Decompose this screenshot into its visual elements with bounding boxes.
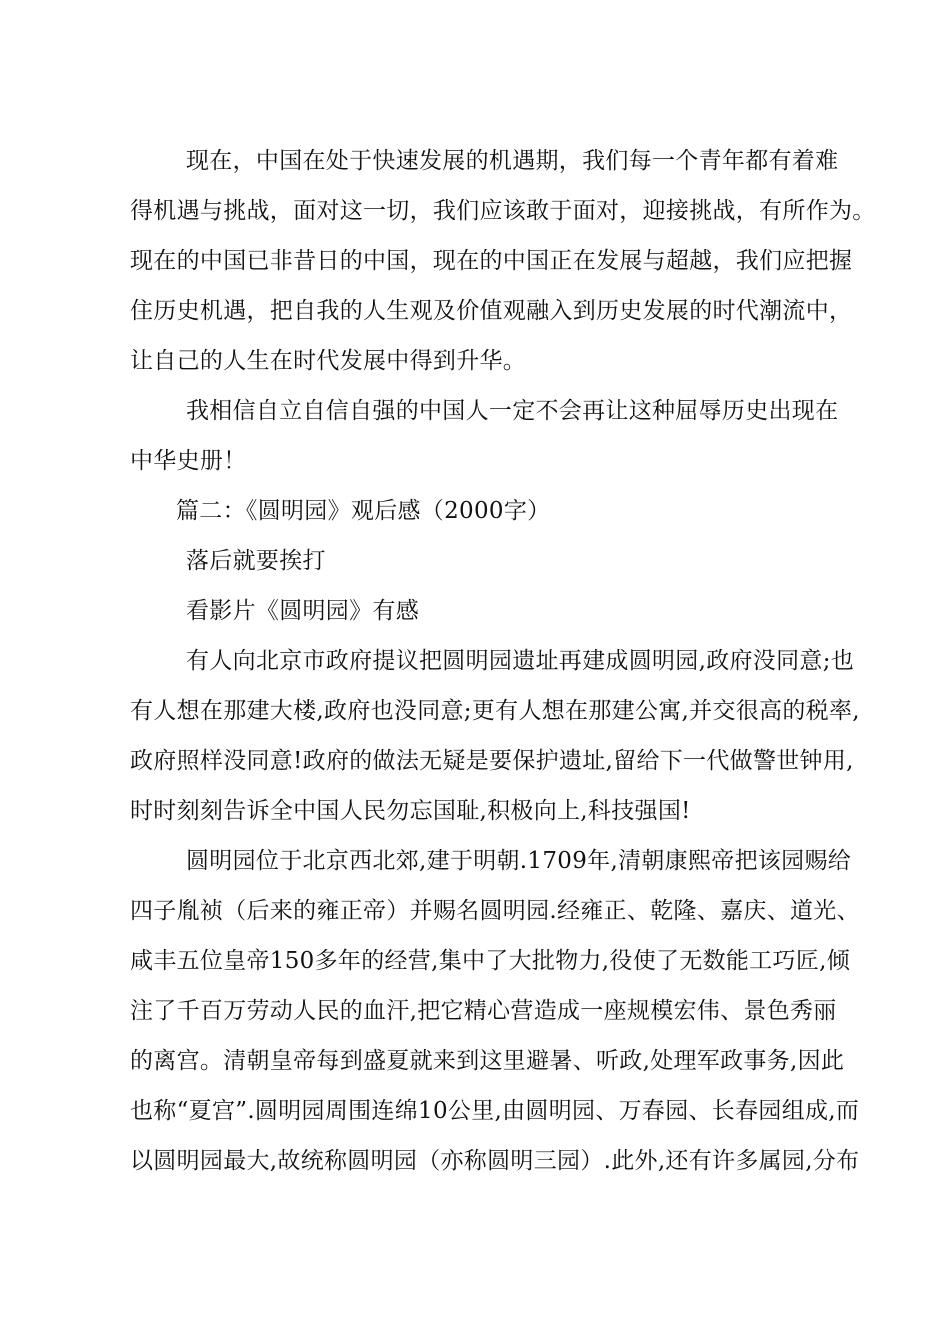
paragraph-line: 现在，中国在处于快速发展的机遇期，我们每一个青年都有着难: [186, 148, 839, 174]
paragraph-line: 政府照样没同意!政府的做法无疑是要保护遗址,留给下一代做警世钟用,: [130, 748, 854, 774]
paragraph-line: 得机遇与挑战，面对这一切，我们应该敢于面对，迎接挑战，有所作为。: [130, 198, 876, 224]
paragraph-line: 现在的中国已非昔日的中国，现在的中国正在发展与超越，我们应把握: [130, 248, 853, 274]
paragraph-line: 也称“夏宫”.圆明园周围连绵10公里,由圆明园、万春园、长春园组成,而: [130, 1098, 860, 1124]
article-title: 落后就要挨打: [186, 548, 326, 574]
paragraph-line: 圆明园位于北京西北郊,建于明朝.1709年,清朝康熙帝把该园赐给: [186, 848, 852, 874]
paragraph-line: 让自己的人生在时代发展中得到升华。: [130, 348, 527, 374]
paragraph-line: 我相信自立自信自强的中国人一定不会再让这种屈辱历史出现在: [186, 398, 839, 424]
section-heading: 篇二：《圆明园》观后感（2000字）: [176, 498, 551, 524]
paragraph-line: 的离宫。清朝皇帝每到盛夏就来到这里避暑、听政,处理军政事务,因此: [130, 1048, 845, 1074]
paragraph-line: 中华史册！: [130, 448, 247, 474]
paragraph-line: 以圆明园最大,故统称圆明园（亦称圆明三园）.此外,还有许多属园,分布: [130, 1148, 860, 1174]
paragraph-line: 注了千百万劳动人民的血汗,把它精心营造成一座规模宏伟、景色秀丽: [130, 998, 837, 1024]
article-subtitle: 看影片《圆明园》有感: [186, 598, 419, 624]
paragraph-line: 有人向北京市政府提议把圆明园遗址再建成圆明园,政府没同意;也: [186, 648, 855, 674]
paragraph-line: 时时刻刻告诉全中国人民勿忘国耻,积极向上,科技强国!: [130, 798, 691, 824]
paragraph-line: 四子胤祯（后来的雍正帝）并赐名圆明园.经雍正、乾隆、嘉庆、道光、: [130, 898, 860, 924]
paragraph-line: 住历史机遇，把自我的人生观及价值观融入到历史发展的时代潮流中，: [130, 298, 853, 324]
paragraph-line: 有人想在那建大楼,政府也没同意;更有人想在那建公寓,并交很高的税率,: [130, 698, 860, 724]
paragraph-line: 咸丰五位皇帝150多年的经营,集中了大批物力,役使了无数能工巧匠,倾: [130, 948, 851, 974]
